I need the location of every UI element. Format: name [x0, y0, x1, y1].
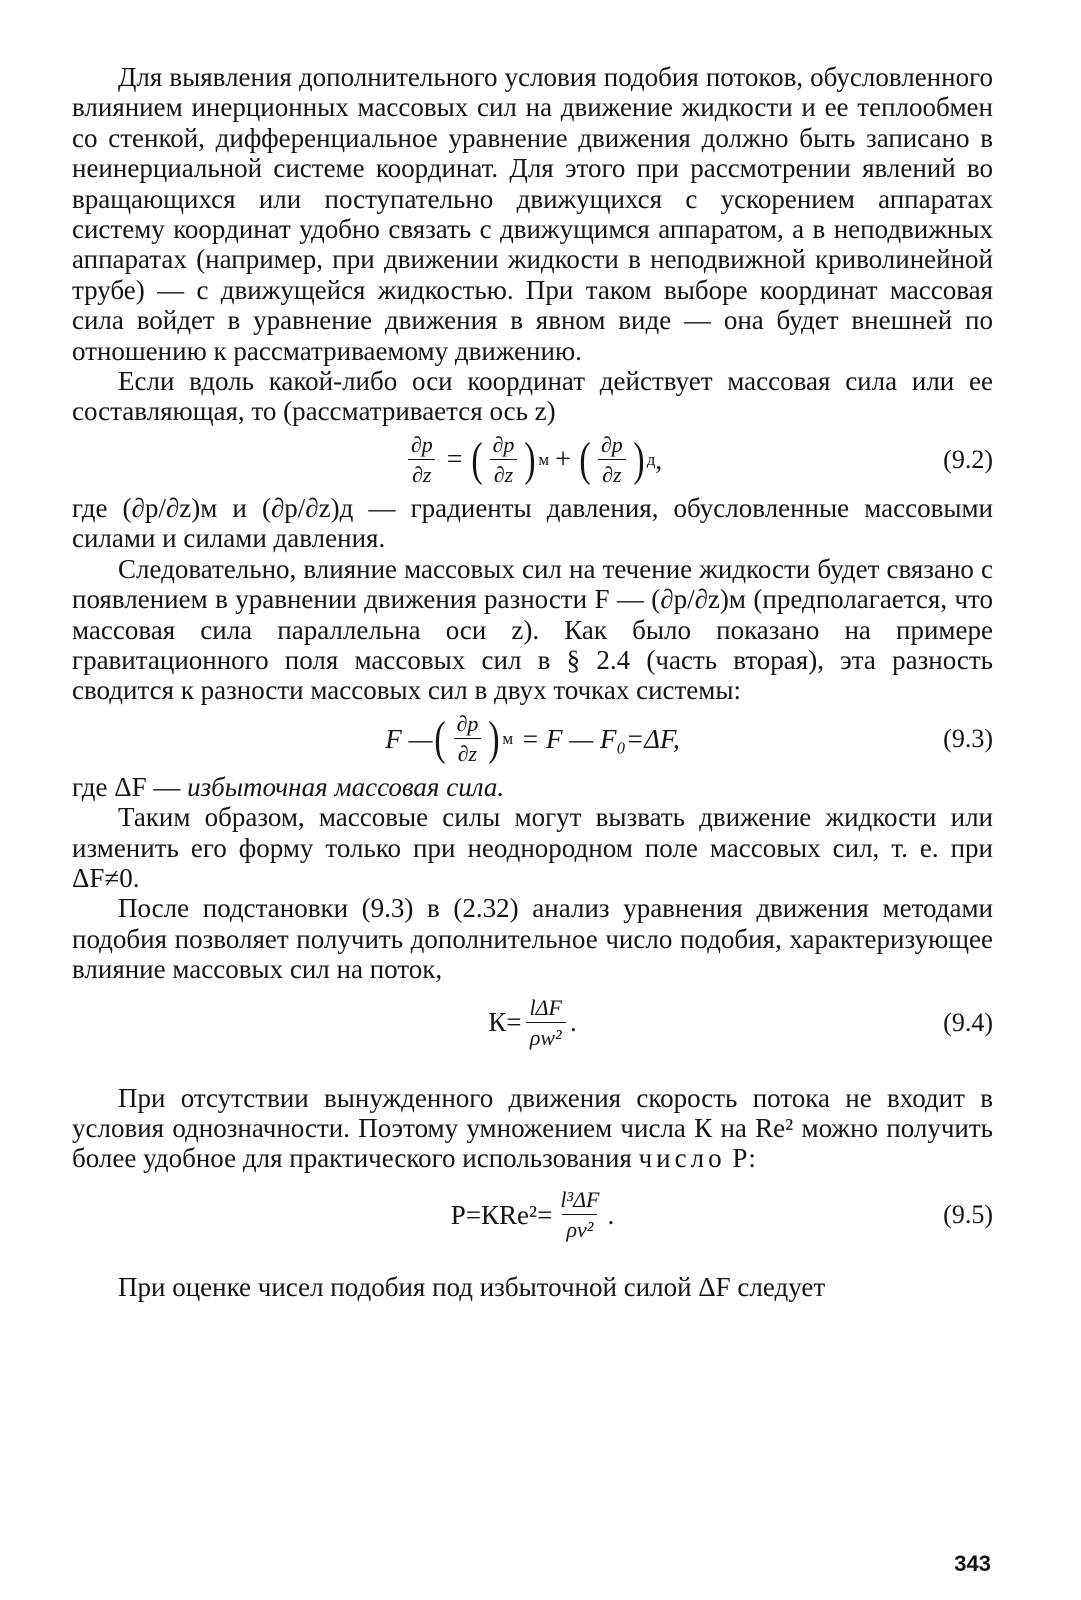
- paragraph-8-suffix: Р:: [725, 1143, 756, 1174]
- fraction-numerator: ∂p: [410, 432, 433, 458]
- fraction: [597, 433, 627, 486]
- right-paren: ): [524, 432, 536, 486]
- fraction-numerator: ∂p: [600, 432, 623, 458]
- left-paren: (: [470, 432, 483, 486]
- spaced-word: число: [638, 1143, 726, 1174]
- period: .: [607, 1199, 615, 1230]
- spacer: [72, 1256, 993, 1272]
- subscript-m: м: [502, 728, 514, 748]
- fraction-denominator: ∂z: [454, 738, 481, 765]
- period: .: [569, 1007, 577, 1038]
- equals-sign: =: [446, 443, 463, 475]
- fraction-denominator: ρν²: [562, 1214, 597, 1241]
- equation-number: (9.3): [943, 723, 993, 753]
- equation-9-4: [72, 985, 993, 1061]
- right-paren: ): [633, 432, 645, 486]
- fraction: [556, 1188, 603, 1241]
- paragraph-8: [72, 1083, 993, 1174]
- paragraph-5-prefix: где ΔF —: [72, 771, 188, 802]
- fraction: [452, 712, 482, 765]
- paragraph-2: Если вдоль какой-либо оси координат действует массовая сила или ее составляющая, то (рассматривается ось z): [72, 366, 993, 427]
- paragraph-8-text: При отсутствии вынужденного движения скорость потока не входит в условия однозначности. Поэтому умножением числа К на Re² можно получить более удобное для практического использования: [72, 1082, 993, 1174]
- equation-9-2: [72, 427, 993, 493]
- right-paren: ): [488, 711, 500, 765]
- fraction-denominator: ∂z: [408, 459, 435, 486]
- equation-number: (9.4): [943, 1007, 993, 1037]
- left-paren: (: [579, 432, 591, 486]
- left-paren: (: [434, 711, 447, 765]
- equation-9-5: [72, 1174, 993, 1256]
- paragraph-6: Таким образом, массовые силы могут вызвать движение жидкости или изменить его форму только при неоднородном поле массовых сил, т. е. при ΔF≠0.: [72, 802, 993, 893]
- page-number: 343: [954, 1551, 991, 1576]
- subscript-d: д: [646, 449, 656, 469]
- fraction: [407, 433, 437, 486]
- fraction-numerator: ∂p: [456, 711, 479, 737]
- spacer: [72, 1061, 993, 1083]
- fraction: [526, 996, 566, 1049]
- fraction-numerator: ∂p: [492, 432, 515, 458]
- equation-number: (9.2): [943, 444, 993, 474]
- paragraph-7: После подстановки (9.3) в (2.32) анализ уравнения движения методами подобия позволяет получить дополнительное число подобия, характеризующее влияние массовых сил на поток,: [72, 893, 993, 985]
- paragraph-5: [72, 772, 993, 802]
- defined-term: избыточная массовая сила.: [187, 771, 505, 802]
- fraction: [488, 433, 518, 486]
- subscript-m: м: [538, 449, 550, 469]
- fraction-denominator: ∂z: [490, 459, 517, 486]
- comma: ,: [655, 444, 663, 475]
- fraction-denominator: ∂z: [598, 459, 625, 486]
- paragraph-1: Для выявления дополнительного условия подобия потоков, обусловленного влиянием инерционных массовых сил на движение жидкости и ее теплообмен со стенкой, дифференциальное уравнение движения должно быть записано в неинерциальной системе координат. Для этого при рассмотрении явлений во вращающихся или поступательно движущихся с ускорением аппаратах систему координат удобно связать с движущимся аппаратом, а в неподвижных аппаратах (например, при движении жидкости в неподвижной криволинейной трубе) — с движущейся жидкостью. При таком выборе координат массовая сила войдет в уравнение движения в явном виде — она будет внешней по отношению к рассматриваемому движению.: [72, 62, 993, 366]
- equation-rhs: = F — F₀=ΔF,: [521, 723, 680, 754]
- paragraph-9: При оценке чисел подобия под избыточной силой ΔF следует: [118, 1271, 826, 1302]
- fraction-numerator: lΔF: [529, 994, 562, 1020]
- fraction-numerator: l³ΔF: [560, 1187, 600, 1213]
- equation-9-3: [72, 706, 993, 772]
- equation-lhs: Р=КRe²=: [450, 1199, 553, 1230]
- equation-lhs: К=: [488, 1007, 522, 1038]
- equation-number: (9.5): [943, 1199, 993, 1229]
- equation-lhs: F —: [385, 723, 433, 754]
- paragraph-4: Следовательно, влияние массовых сил на течение жидкости будет связано с появлением в уравнении движения разности F — (∂p/∂z)м (предполагается, что массовая сила параллельна оси z). Как было показано на примере гравитационного поля массовых сил в § 2.4 (часть вторая), эта разность сводится к разности массовых сил в двух точках системы:: [72, 553, 993, 706]
- paragraph-3: где (∂p/∂z)м и (∂p/∂z)д — градиенты давления, обусловленные массовыми силами и силами давления.: [72, 492, 993, 554]
- fraction-denominator: ρw²: [526, 1022, 566, 1049]
- plus-sign: +: [555, 443, 571, 475]
